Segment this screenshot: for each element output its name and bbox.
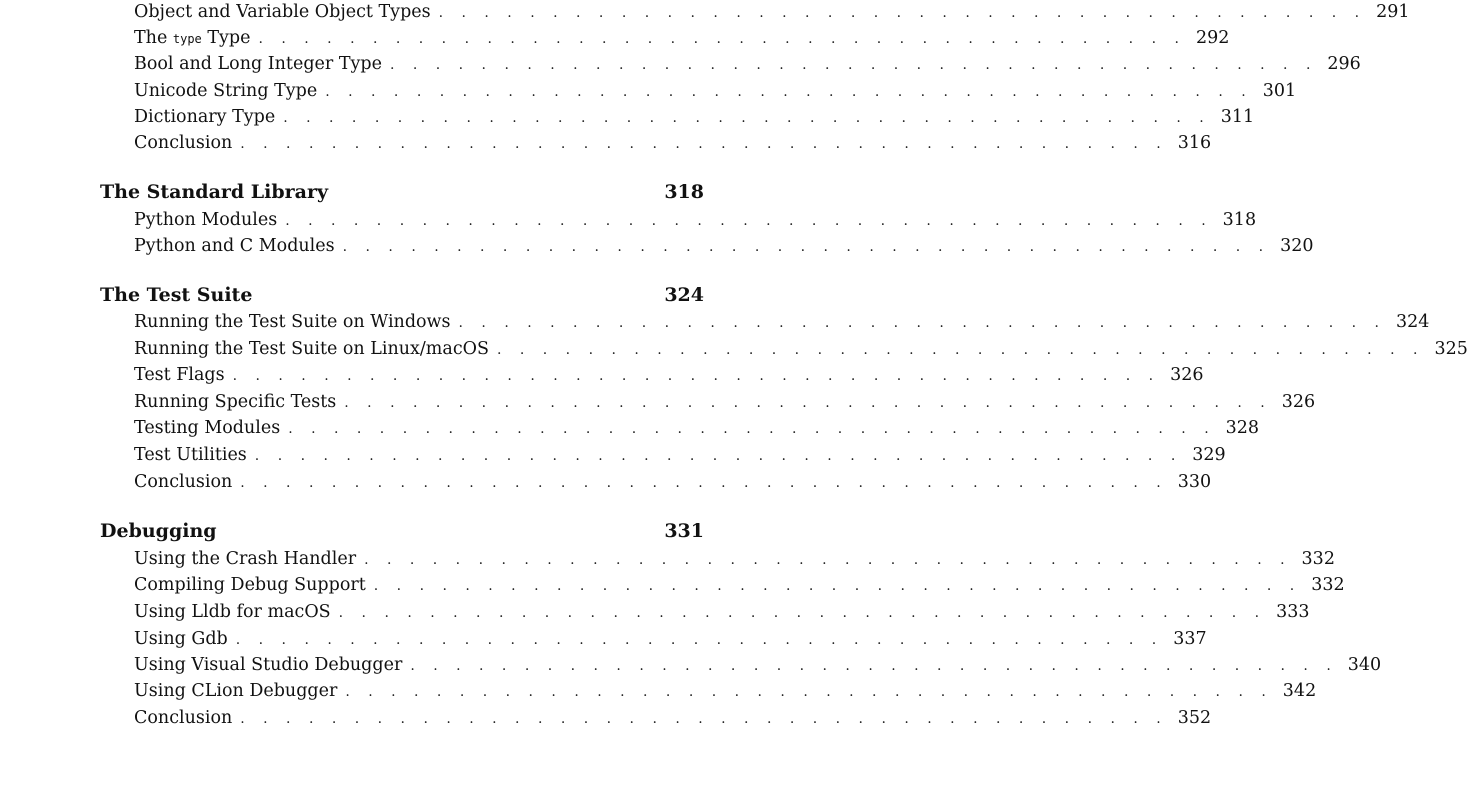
toc-entry-title: Using Visual Studio Debugger: [134, 655, 403, 675]
dot-leader: . . . . . . . . . . . . . . . . . . . . . . . . . . . . . . . . . . . . . . . . .: [232, 368, 1161, 384]
toc-entry-page: 296: [1327, 54, 1361, 74]
toc-entry[interactable]: [134, 392, 1316, 418]
toc-entry[interactable]: [134, 210, 1257, 236]
chapter-heading[interactable]: [100, 284, 704, 312]
toc-entry[interactable]: [134, 365, 1204, 391]
dot-leader: . . . . . . . . . . . . . . . . . . . . . . . . . . . . . . . . . . . . . . . . .: [240, 136, 1168, 152]
toc-entry-page: 340: [1347, 655, 1382, 675]
toc-entry-title: Running the Test Suite on Linux/macOS: [134, 339, 489, 359]
toc-entry-title: Running the Test Suite on Windows: [134, 312, 451, 332]
toc-entry[interactable]: [134, 81, 1297, 107]
toc-entry-title: Conclusion: [134, 133, 233, 153]
toc-entry[interactable]: [134, 107, 1255, 133]
toc-entry[interactable]: [134, 236, 1314, 262]
toc-entry[interactable]: [134, 681, 1317, 707]
toc-entry-page: 342: [1282, 681, 1317, 701]
dot-leader: . . . . . . . . . . . . . . . . . . . . . . . . . . . . . . . . . . . . . . . . .: [235, 632, 1164, 648]
toc-entry[interactable]: [134, 708, 1212, 734]
title-text: The: [134, 28, 173, 48]
toc-entry[interactable]: [134, 418, 1260, 444]
toc-entry[interactable]: [134, 445, 1226, 471]
dot-leader: . . . . . . . . . . . . . . . . . . . . . . . . . . . . . . . . . . . . . . . . .: [240, 475, 1168, 491]
toc-entry-page: 329: [1192, 445, 1226, 465]
chapter-heading[interactable]: [100, 181, 704, 209]
toc-entry-title: Conclusion: [134, 472, 233, 492]
toc-entry-page: 326: [1170, 365, 1204, 385]
toc-entry[interactable]: [134, 602, 1310, 628]
title-text: Type: [201, 28, 251, 48]
toc-entry-title: Unicode String Type: [134, 81, 318, 101]
toc-entry-title: Python and C Modules: [134, 236, 335, 256]
dot-leader: . . . . . . . . . . . . . . . . . . . . . . . . . . . . . . . . . . . . . . . . .: [373, 578, 1302, 594]
toc-entry[interactable]: [134, 472, 1212, 498]
dot-leader: . . . . . . . . . . . . . . . . . . . . . . . . . . . . . . . . . . . . . . . . .: [285, 213, 1213, 229]
toc-entry-page: 291: [1376, 2, 1410, 22]
toc-entry-page: 311: [1220, 107, 1255, 127]
toc-entry[interactable]: [134, 655, 1382, 681]
chapter-page: 331: [664, 520, 704, 542]
toc-entry-page: 332: [1311, 575, 1345, 595]
toc-entry-title: Conclusion: [134, 708, 233, 728]
toc-entry-page: 330: [1177, 472, 1212, 492]
toc-entry-page: 333: [1276, 602, 1310, 622]
toc-entry-page: 352: [1177, 708, 1212, 728]
dot-leader: . . . . . . . . . . . . . . . . . . . . . . . . . . . . . . . . . . . . . . . . .: [254, 448, 1183, 464]
toc-entry-title: Compiling Debug Support: [134, 575, 366, 595]
toc-entry[interactable]: [134, 629, 1207, 655]
toc-entry[interactable]: [134, 575, 1345, 601]
dot-leader: . . . . . . . . . . . . . . . . . . . . . . . . . . . . . . . . . . . . . . . . .: [389, 57, 1318, 73]
toc-entry[interactable]: [134, 549, 1335, 575]
dot-leader: . . . . . . . . . . . . . . . . . . . . . . . . . . . . . . . . . . . . . . . . .: [342, 239, 1271, 255]
toc-entry-page: 318: [1222, 210, 1257, 230]
dot-leader: . . . . . . . . . . . . . . . . . . . . . . . . . . . . . . . . . . . . . . . . .: [258, 31, 1186, 47]
chapter-title: The Standard Library: [100, 181, 329, 203]
toc-entry-title: Using Lldb for macOS: [134, 602, 331, 622]
toc-entry[interactable]: [134, 133, 1212, 159]
code-keyword: type: [172, 32, 202, 46]
chapter-page: 318: [664, 181, 704, 203]
toc-entry-title: Object and Variable Object Types: [134, 2, 431, 22]
toc-entry-title: Test Flags: [134, 365, 225, 385]
toc-entry-title: Using the Crash Handler: [134, 549, 357, 569]
toc-entry-page: 326: [1281, 392, 1316, 412]
chapter-heading[interactable]: [100, 520, 704, 548]
toc-entry-page: 328: [1225, 418, 1260, 438]
dot-leader: . . . . . . . . . . . . . . . . . . . . . . . . . . . . . . . . . . . . . . . . .: [438, 5, 1367, 21]
toc-entry-page: 292: [1195, 28, 1230, 48]
toc-entry-title: [134, 28, 250, 48]
toc-entry-page: 316: [1177, 133, 1212, 153]
toc-entry-title: Bool and Long Integer Type: [134, 54, 382, 74]
toc-entry-page: 320: [1280, 236, 1314, 256]
dot-leader: . . . . . . . . . . . . . . . . . . . . . . . . . . . . . . . . . . . . . . . . .: [344, 395, 1272, 411]
toc-entry[interactable]: [134, 312, 1430, 338]
toc-entry-title: Using Gdb: [134, 629, 228, 649]
chapter-title: The Test Suite: [100, 284, 253, 306]
dot-leader: . . . . . . . . . . . . . . . . . . . . . . . . . . . . . . . . . . . . . . . . .: [325, 84, 1253, 100]
toc-entry-page: 332: [1301, 549, 1335, 569]
dot-leader: . . . . . . . . . . . . . . . . . . . . . . . . . . . . . . . . . . . . . . . . .: [410, 658, 1338, 674]
dot-leader: . . . . . . . . . . . . . . . . . . . . . . . . . . . . . . . . . . . . . . . . .: [283, 110, 1211, 126]
toc-entry-page: 301: [1262, 81, 1297, 101]
toc-entry-page: 324: [1395, 312, 1430, 332]
dot-leader: . . . . . . . . . . . . . . . . . . . . . . . . . . . . . . . . . . . . . . . . .: [338, 605, 1267, 621]
dot-leader: . . . . . . . . . . . . . . . . . . . . . . . . . . . . . . . . . . . . . . . . .: [496, 342, 1425, 358]
toc-entry-title: Using CLion Debugger: [134, 681, 338, 701]
toc-entry-title: Python Modules: [134, 210, 278, 230]
dot-leader: . . . . . . . . . . . . . . . . . . . . . . . . . . . . . . . . . . . . . . . . .: [288, 421, 1216, 437]
dot-leader: . . . . . . . . . . . . . . . . . . . . . . . . . . . . . . . . . . . . . . . . .: [345, 684, 1273, 700]
toc-entry-page: 337: [1173, 629, 1207, 649]
toc-entry[interactable]: [134, 2, 1410, 28]
toc-entry[interactable]: [134, 54, 1361, 80]
toc-entry-title: Running Specific Tests: [134, 392, 337, 412]
toc-entry[interactable]: [134, 28, 1230, 54]
toc-entry-title: Dictionary Type: [134, 107, 276, 127]
dot-leader: . . . . . . . . . . . . . . . . . . . . . . . . . . . . . . . . . . . . . . . . .: [240, 711, 1168, 727]
chapter-title: Debugging: [100, 520, 217, 542]
chapter-page: 324: [664, 284, 704, 306]
toc-entry-page: 325: [1434, 339, 1468, 359]
toc-entry-title: Testing Modules: [134, 418, 281, 438]
toc-entry[interactable]: [134, 339, 1468, 365]
dot-leader: . . . . . . . . . . . . . . . . . . . . . . . . . . . . . . . . . . . . . . . . .: [458, 315, 1386, 331]
dot-leader: . . . . . . . . . . . . . . . . . . . . . . . . . . . . . . . . . . . . . . . . .: [364, 552, 1292, 568]
toc-entry-title: Test Utilities: [134, 445, 247, 465]
